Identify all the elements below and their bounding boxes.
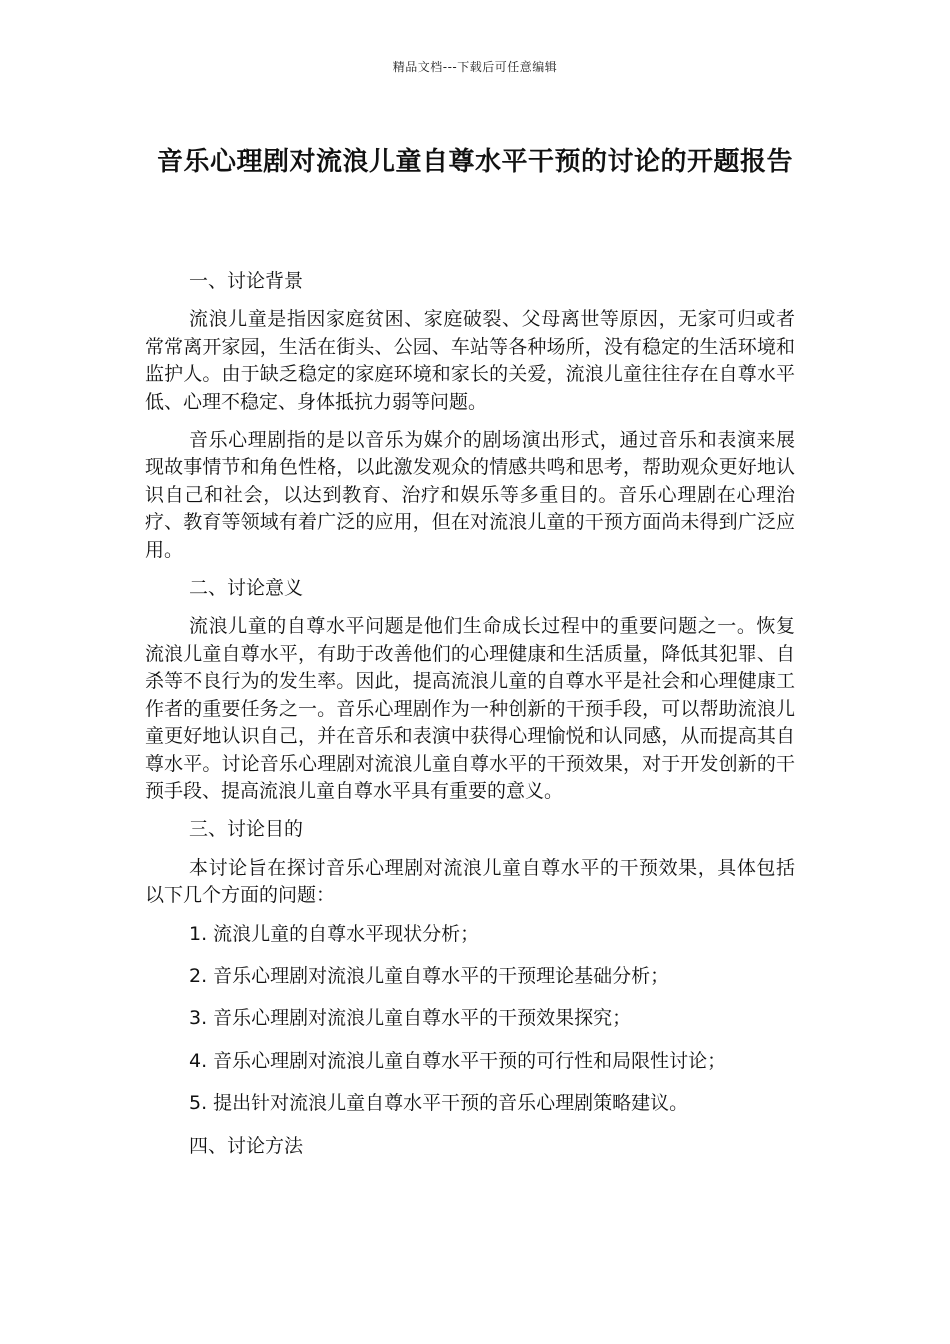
document-title: 音乐心理剧对流浪儿童自尊水平干预的讨论的开题报告 [156, 147, 793, 177]
document-body [145, 268, 795, 1171]
objective-item-1: 1. 流浪儿童的自尊水平现状分析； [189, 922, 480, 945]
section-heading-methods: 四、讨论方法 [189, 1134, 304, 1157]
paragraph-background-1: 流浪儿童是指因家庭贫困、家庭破裂、父母离世等原因，无家可归或者常常离开家园，生活在街头、公园、车站等各种场所，没有稳定的生活环境和监护人。由于缺乏稳定的家庭环境和家长的关爱，流浪儿童往往存在自尊水平低、心理不稳定、身体抵抗力弱等问题。 [145, 308, 795, 413]
section-heading-objectives: 三、讨论目的 [189, 818, 304, 841]
paragraph-significance-1: 流浪儿童的自尊水平问题是他们生命成长过程中的重要问题之一。恢复流浪儿童自尊水平，有助于改善他们的心理健康和生活质量，降低其犯罪、自杀等不良行为的发生率。因此，提高流浪儿童的自尊水平是社会和心理健康工作者的重要任务之一。音乐心理剧作为一种创新的干预手段，可以帮助流浪儿童更好地认识自己，并在音乐和表演中获得心理愉悦和认同感，从而提高其自尊水平。讨论音乐心理剧对流浪儿童自尊水平的干预效果，对于开发创新的干预手段、提高流浪儿童自尊水平具有重要的意义。 [145, 615, 795, 802]
header-note: 精品文档---下载后可任意编辑 [392, 60, 558, 74]
objective-item-5: 5. 提出针对流浪儿童自尊水平干预的音乐心理剧策略建议。 [189, 1092, 689, 1115]
objective-item-2: 2. 音乐心理剧对流浪儿童自尊水平的干预理论基础分析； [189, 964, 670, 987]
paragraph-objectives-intro: 本讨论旨在探讨音乐心理剧对流浪儿童自尊水平的干预效果，具体包括以下几个方面的问题： [145, 856, 795, 907]
objective-item-4: 4. 音乐心理剧对流浪儿童自尊水平干预的可行性和局限性讨论； [189, 1049, 727, 1072]
paragraph-background-2: 音乐心理剧指的是以音乐为媒介的剧场演出形式，通过音乐和表演来展现故事情节和角色性格，以此激发观众的情感共鸣和思考，帮助观众更好地认识自己和社会，以达到教育、治疗和娱乐等多重目的。音乐心理剧在心理治疗、教育等领域有着广泛的应用，但在对流浪儿童的干预方面尚未得到广泛应用。 [145, 429, 795, 561]
objective-item-3: 3. 音乐心理剧对流浪儿童自尊水平的干预效果探究； [189, 1007, 632, 1030]
section-heading-significance: 二、讨论意义 [189, 577, 304, 600]
section-heading-background: 一、讨论背景 [189, 270, 304, 292]
